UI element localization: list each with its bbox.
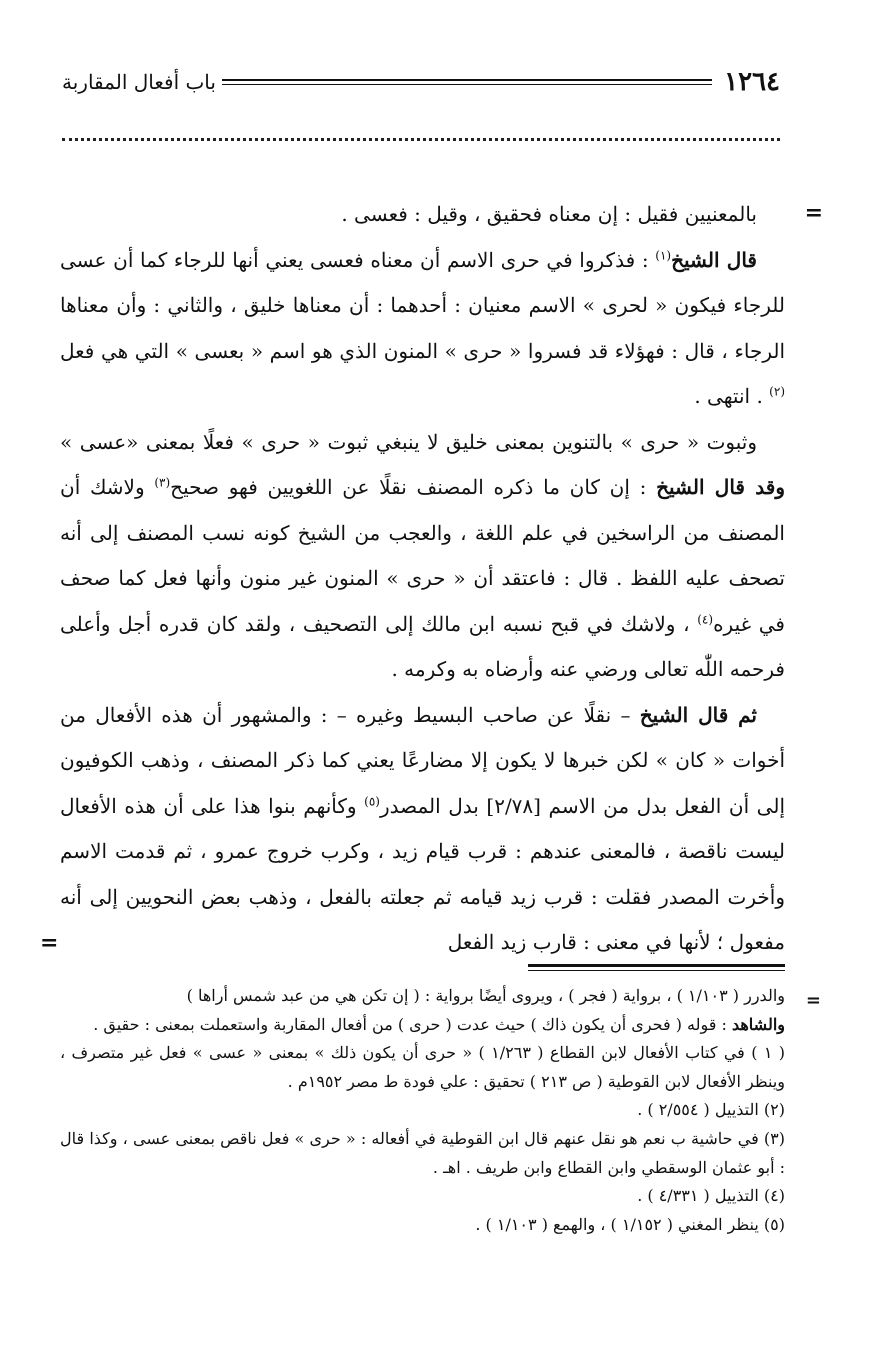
footnote-ref-3: (٣)	[154, 475, 171, 490]
dotted-separator	[62, 138, 780, 141]
footnotes	[60, 982, 785, 1239]
footnote-1-text: ( ١ ) في كتاب الأفعال لابن القطاع ( ١/٢٦٣ ) « حرى أن يكون ذلك » بمعنى « عسى » فعل غير متصرف ، وينظر الأفعال لابن القوطية ( ص ٢١٣ ) تحقيق : علي فودة ط مصر ١٩٥٢م .	[60, 1043, 786, 1091]
footnote-2	[60, 1096, 785, 1125]
footnote-continuation-1-text: والدرر ( ١/١٠٣ ) ، برواية ( فجر ) ، ويروى أيضًا برواية : ( إن تكن هي من عبد شمس أراها )	[186, 986, 785, 1005]
running-title: باب أفعال المقاربة	[62, 70, 216, 94]
paragraph-0-text: بالمعنيين فقيل : إن معناه فحقيق ، وقيل : فعسى .	[341, 202, 757, 226]
footnote-5	[60, 1211, 785, 1240]
paragraph-2-a: وثبوت « حرى » بالتنوين بمعنى خليق لا ينبغي ثبوت « حرى » فعلًا بمعنى «عسى »	[60, 429, 757, 454]
paragraph-3-b: وكأنهم بنوا هذا على أن هذه الأفعال ليست ناقصة ، فالمعنى عندهم : قرب قيام زيد ، وكرب خروج عمرو ، ثم قدمت الاسم وأخرت المصدر فقلت : قرب زيد قيامه ثم جعلته بالفعل ، وذهب بعض النحويين إلى أنه مفعول ؛ لأنها في معنى : قارب زيد الفعل	[60, 793, 785, 954]
footnote-ref-4: (٤)	[697, 611, 714, 626]
main-text	[60, 192, 785, 966]
paragraph-2-c: ولاشك أن المصنف من الراسخين في علم اللغة ، والعجب من الشيخ كونه نسب المصنف إلى أنه تصحف عليه اللفظ . قال : فاعتقد أن « حرى » المنون غير منون وأنها فعل كما صحف في غيره	[60, 475, 785, 636]
sheikh-said-label: وقد قال الشيخ	[656, 475, 786, 499]
footnote-3-text: (٣) في حاشية ب نعم هو نقل عنهم قال ابن القوطية في أفعاله : « حرى » فعل ناقص بمعنى عسى ، وكذا قال : أبو عثمان الوسقطي وابن القطاع وابن طريف . اهـ .	[60, 1128, 785, 1177]
paragraph-2-b: : إن كان ما ذكره المصنف نقلًا عن اللغويين فهو صحيح	[170, 475, 657, 499]
evidence-label: والشاهد	[731, 1014, 785, 1034]
sheikh-said-label: ثم قال الشيخ	[639, 702, 758, 727]
running-header	[62, 62, 780, 102]
footnote-continuation-2	[60, 1011, 785, 1040]
footnote-ref-2: (٢)	[769, 384, 785, 399]
paragraph-1-end: . انتهى .	[694, 384, 770, 408]
footnote-ref-5: (٥)	[364, 793, 380, 808]
footnote-continuation-mark: =	[805, 990, 821, 1011]
footnote-continuation-1	[60, 982, 785, 1011]
sheikh-said-label: قال الشيخ	[671, 247, 757, 272]
page-number: ١٢٦٤	[724, 67, 780, 97]
footnote-3	[60, 1125, 785, 1182]
footnote-ref-1: (١)	[655, 247, 672, 262]
continuation-mark-top: =	[804, 200, 823, 226]
footnote-4	[60, 1182, 785, 1211]
footnote-2-text: (٢) التذييل ( ٢/٥٥٤ ) .	[637, 1100, 785, 1120]
paragraph-2	[60, 420, 785, 693]
footnote-4-text: (٤) التذييل ( ٤/٣٣١ ) .	[637, 1186, 785, 1206]
paragraph-1	[60, 238, 785, 420]
paragraph-1-text: : فذكروا في حرى الاسم أن معناه فعسى يعني أنها للرجاء كما أن عسى للرجاء فيكون « لحرى » الاسم معنيان : أحدهما : أن معناها خليق ، والثاني : وأن معناها الرجاء ، قال : فهؤلاء قد فسروا « حرى » المنون الذي هو اسم « بعسى » التي هي فعل	[60, 247, 785, 363]
footnote-rule	[528, 964, 785, 967]
paragraph-3-a: – نقلًا عن صاحب البسيط وغيره – : والمشهور أن هذه الأفعال من أخوات « كان » لكن خبرها لا يكون إلا مضارعًا يعني كما ذكر المصنف ، وذهب الكوفيون إلى أن الفعل بدل من الاسم [٢/٧٨] بدل المصدر	[60, 702, 785, 818]
paragraph-2-d: ، ولاشك في قبح نسبه ابن مالك إلى التصحيف ، ولقد كان قدره أجل وأعلى فرحمه اللّٰه تعالى ورضي عنه وأرضاه به وكرمه .	[60, 611, 785, 681]
header-rule	[222, 79, 712, 85]
continuation-mark-bottom: =	[40, 930, 59, 956]
footnote-continuation-2-text: : قوله ( فحرى أن يكون ذاك ) حيث عدت ( حرى ) من أفعال المقاربة واستعملت بمعنى : حقيق .	[93, 1014, 732, 1034]
footnote-5-text: (٥) ينظر المغني ( ١/١٥٢ ) ، والهمع ( ١/١٠٣ ) .	[475, 1214, 785, 1234]
footnote-rule-thin	[528, 970, 785, 971]
footnote-1	[60, 1039, 785, 1096]
paragraph-3	[60, 693, 785, 966]
paragraph-0	[60, 192, 785, 238]
